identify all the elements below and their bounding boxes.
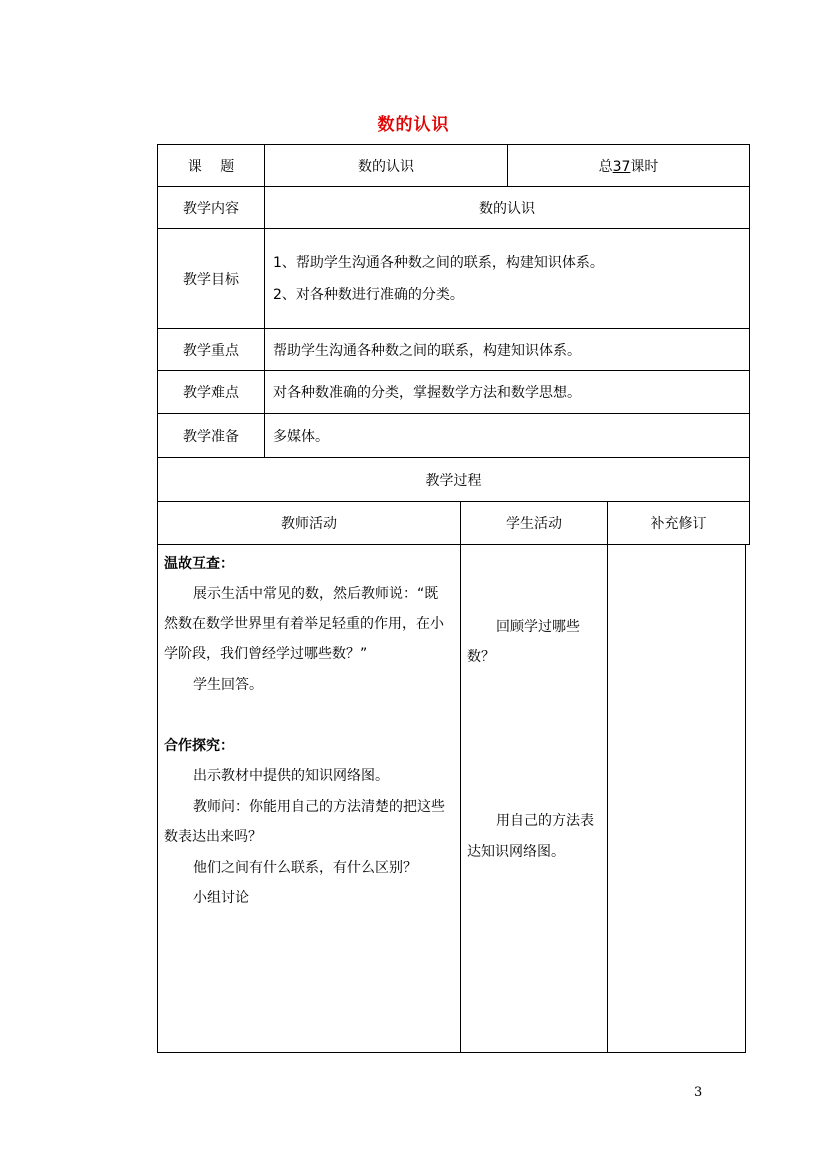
teacher-text-line: 数表达出来吗？ [164, 829, 262, 845]
teacher-text-line: 教师问：你能用自己的方法清楚的把这些 [193, 799, 445, 815]
total-prefix: 总 [598, 158, 613, 175]
teacher-text-line: 学阶段，我们曾经学过哪些数？” [164, 646, 368, 662]
topic-label: 课 题 [187, 158, 235, 175]
topic-value: 数的认识 [358, 158, 414, 175]
student-text-line: 用自己的方法表 [496, 813, 594, 829]
prep-label-cell [157, 413, 265, 458]
document-title: 数的认识 [377, 115, 450, 135]
content-value: 数的认识 [479, 200, 535, 217]
goals-value-cell [264, 228, 750, 329]
topic-label-cell [157, 144, 265, 187]
teacher-text-line: 学生回答。 [193, 677, 263, 693]
goal-item: 2、对各种数进行准确的分类。 [273, 287, 464, 303]
teacher-text-line: 他们之间有什么联系，有什么区别？ [193, 860, 417, 876]
teacher-text-line: 小组讨论 [193, 890, 249, 906]
content-label: 教学内容 [183, 200, 239, 217]
prep-value: 多媒体。 [273, 428, 329, 445]
total-lessons [599, 156, 659, 176]
topic-value-cell [264, 144, 508, 187]
section-heading-explore: 合作探究： [164, 738, 234, 754]
process-heading: 教学过程 [425, 472, 482, 489]
teacher-text-line: 然数在数学世界里有着举足轻重的作用，在小 [164, 616, 444, 632]
difficulty-label-cell [157, 370, 265, 414]
teacher-col-header: 教师活动 [281, 516, 337, 532]
content-label-cell [157, 186, 265, 229]
student-col-header-cell [460, 501, 608, 545]
teacher-text-line: 展示生活中常见的数，然后教师说：“既 [193, 586, 439, 602]
notes-col-header-cell [607, 501, 750, 545]
goal-item: 1、帮助学生沟通各种数之间的联系，构建知识体系。 [273, 255, 604, 271]
content-value-cell [264, 186, 750, 229]
teacher-text-line: 出示教材中提供的知识网络图。 [193, 768, 389, 784]
page-number: 3 [694, 1085, 703, 1100]
goals-label-cell [157, 228, 265, 329]
goals-label: 教学目标 [183, 271, 239, 288]
student-col-header: 学生活动 [506, 516, 562, 532]
prep-value-cell [264, 413, 750, 458]
notes-cell [607, 544, 746, 1053]
total-suffix: 课时 [630, 158, 659, 175]
teacher-col-header-cell [157, 501, 461, 545]
keypoint-value-cell [264, 328, 750, 371]
total-number: 37 [612, 158, 631, 175]
keypoint-value: 帮助学生沟通各种数之间的联系，构建知识体系。 [273, 342, 581, 359]
keypoint-label: 教学重点 [183, 342, 239, 359]
section-heading-review: 温故互查： [164, 556, 234, 572]
student-text-line: 数？ [467, 649, 495, 665]
total-lessons-cell [507, 144, 750, 187]
process-heading-cell [157, 457, 750, 502]
keypoint-label-cell [157, 328, 265, 371]
student-text-line: 达知识网络图。 [467, 844, 565, 860]
difficulty-value-cell [264, 370, 750, 414]
difficulty-value: 对各种数准确的分类，掌握数学方法和数学思想。 [273, 385, 581, 401]
prep-label: 教学准备 [183, 428, 239, 445]
difficulty-label: 教学难点 [183, 385, 239, 401]
student-text-line: 回顾学过哪些 [496, 619, 580, 635]
notes-col-header: 补充修订 [650, 516, 707, 532]
